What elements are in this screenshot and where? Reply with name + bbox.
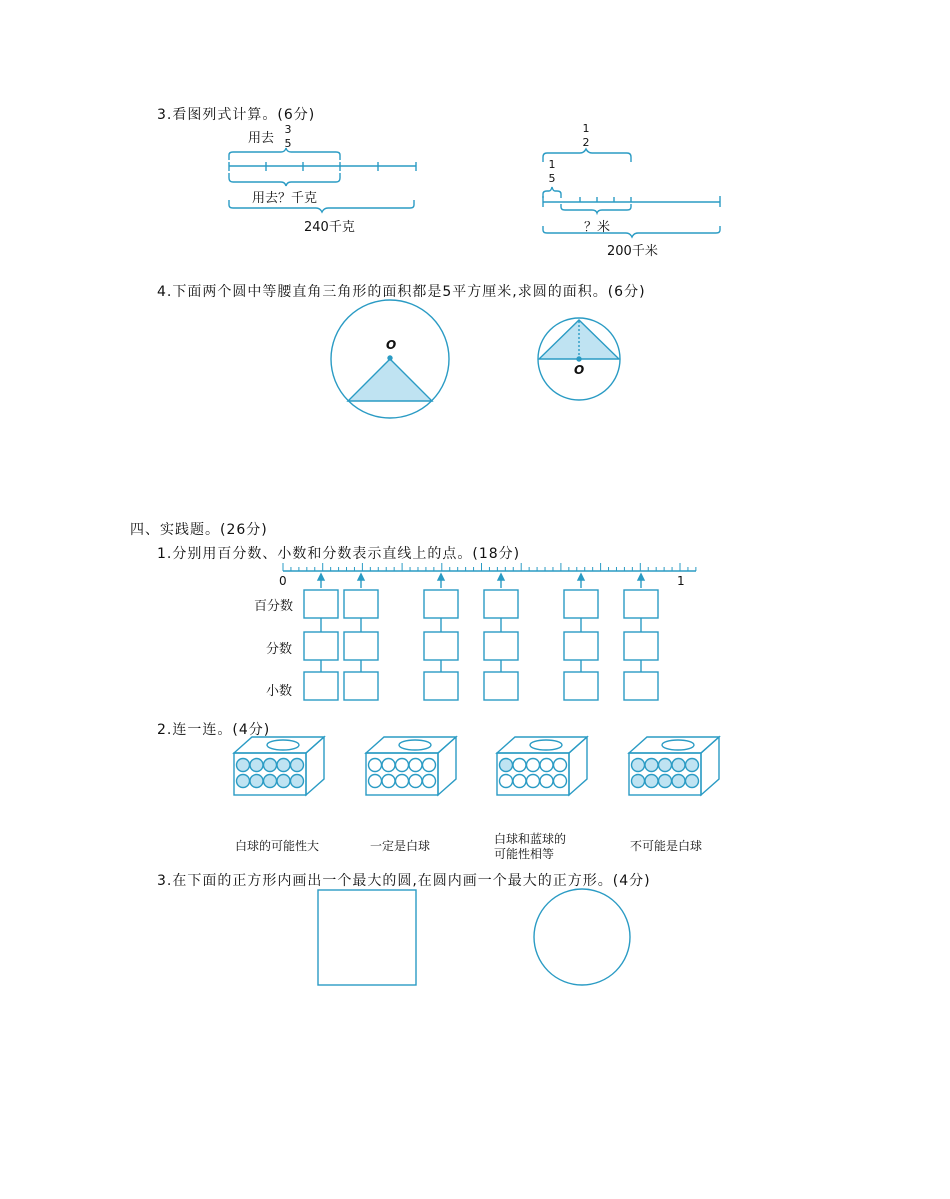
row-label-decimal: 小数 [266,684,293,699]
ball [423,759,436,772]
ball [291,759,304,772]
ball [527,759,540,772]
left-total-label: 240千克 [304,220,355,235]
ball [396,759,409,772]
right-question-label: ？米 [584,220,611,235]
ball [672,759,685,772]
ball [369,775,382,788]
match-label-white-likely: 白球的可能性大 [234,839,319,853]
match-label-certain-white: 一定是白球 [369,839,430,853]
circle-left-center-label: O [386,338,397,352]
answer-box[interactable] [344,632,378,660]
number-line [283,563,696,700]
numberline-end-label: 1 [677,574,685,588]
left-segment-diagram [229,148,416,212]
ball [409,775,422,788]
right-segment-diagram [543,149,720,237]
row-label-fraction: 分数 [266,642,293,657]
numberline-arrow-head [498,574,504,580]
match-label-equal-line2: 可能性相等 [493,847,554,861]
right-total-label: 200千米 [607,244,658,259]
ball [554,775,567,788]
answer-box[interactable] [304,632,338,660]
answer-box[interactable] [564,632,598,660]
ball [277,775,290,788]
ball [250,775,263,788]
answer-box[interactable] [564,590,598,618]
empty-square [318,890,416,985]
ball-box [366,737,456,795]
ball [686,759,699,772]
match-label-impossible-white: 不可能是白球 [629,839,702,853]
ball [672,775,685,788]
numberline-arrow-head [638,574,644,580]
ball [369,759,382,772]
left-circle-figure [331,300,449,418]
ball [513,775,526,788]
ball [645,759,658,772]
used-fraction-denominator: 5 [284,137,292,150]
ball [513,759,526,772]
right-circle-figure [538,318,620,400]
match-label-equal-line1: 白球和蓝球的 [493,832,566,846]
ball [540,775,553,788]
answer-box[interactable] [304,590,338,618]
numberline-arrow-head [438,574,444,580]
answer-box[interactable] [564,672,598,700]
row-label-percent: 百分数 [254,599,294,614]
half-fraction-denominator: 2 [582,136,590,149]
ball [409,759,422,772]
answer-box[interactable] [424,672,458,700]
numberline-arrow-head [578,574,584,580]
ball [632,775,645,788]
fifth-fraction-denominator: 5 [548,172,556,185]
ball [686,775,699,788]
ball [500,759,513,772]
ball [250,759,263,772]
ball [382,759,395,772]
ball [382,775,395,788]
ball [277,759,290,772]
ball [645,775,658,788]
ball [527,775,540,788]
answer-box[interactable] [484,672,518,700]
section4-title: 四、实践题。(26分) [130,522,268,538]
ball [632,759,645,772]
ball [396,775,409,788]
ball [554,759,567,772]
q3-calc-title: 3.看图列式计算。(6分) [157,107,316,123]
answer-box[interactable] [624,632,658,660]
ball [500,775,513,788]
answer-box[interactable] [344,672,378,700]
ball [237,759,250,772]
ball [659,759,672,772]
numberline-start-label: 0 [279,574,287,588]
ball [264,759,277,772]
numberline-arrow-head [358,574,364,580]
ball [659,775,672,788]
ball [540,759,553,772]
ball [423,775,436,788]
numberline-arrow-head [318,574,324,580]
answer-box[interactable] [624,672,658,700]
half-fraction-numerator: 1 [582,122,590,135]
ball [264,775,277,788]
fifth-fraction-numerator: 1 [548,158,556,171]
ball-box [629,737,719,795]
answer-box[interactable] [484,590,518,618]
answer-box[interactable] [304,672,338,700]
ball [291,775,304,788]
used-question-label: 用去？千克 [252,191,318,206]
used-prefix-label: 用去 [248,131,275,146]
answer-box[interactable] [344,590,378,618]
circle-right-center-label: O [574,363,585,377]
q2-match-title: 2.连一连。(4分) [157,722,271,738]
answer-box[interactable] [424,632,458,660]
q3-draw-title: 3.在下面的正方形内画出一个最大的圆,在圆内画一个最大的正方形。(4分) [157,873,651,889]
answer-box[interactable] [484,632,518,660]
answer-box[interactable] [424,590,458,618]
q1-numberline-title: 1.分别用百分数、小数和分数表示直线上的点。(18分) [157,546,521,562]
q4-circles-title: 4.下面两个圆中等腰直角三角形的面积都是5平方厘米,求圆的面积。(6分) [157,284,646,300]
used-fraction-numerator: 3 [284,123,292,136]
answer-box[interactable] [624,590,658,618]
ball [237,775,250,788]
ball-box [497,737,587,795]
empty-circle [534,889,630,985]
ball-box [234,737,324,795]
